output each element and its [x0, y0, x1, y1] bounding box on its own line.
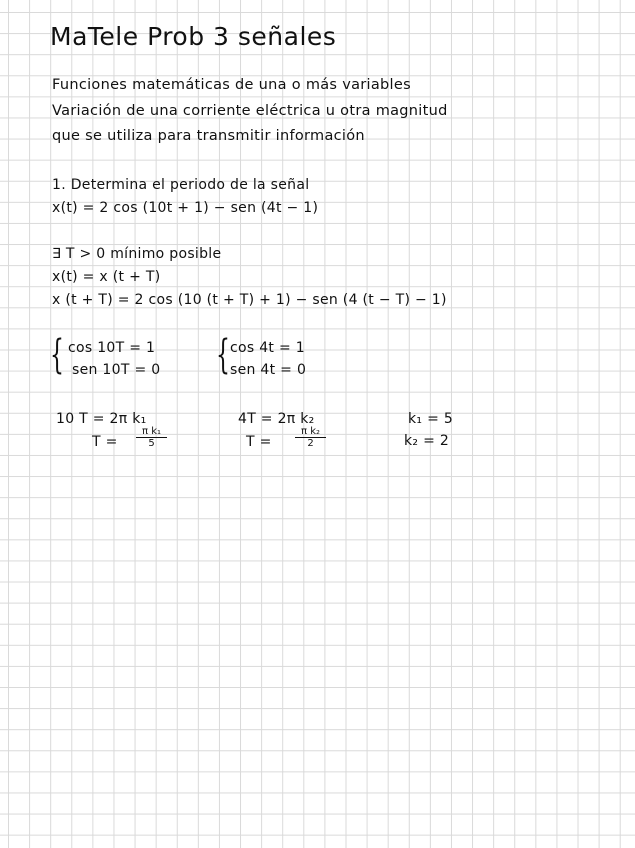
definition-line-3: que se utiliza para transmitir información — [52, 128, 365, 144]
system-2-eq-1: cos 4t = 1 — [230, 340, 305, 356]
existence-condition: ∃ T > 0 mínimo posible — [52, 246, 222, 262]
solve-1-lhs: T = — [92, 434, 118, 450]
solve-2-lhs: T = — [246, 434, 272, 450]
system-1-brace: { — [50, 332, 64, 378]
system-2-brace: { — [216, 332, 230, 378]
definition-line-2: Variación de una corriente eléctrica u otra magnitud — [52, 103, 448, 119]
page-title: MaTele Prob 3 señales — [50, 22, 337, 51]
constant-k2: k₂ = 2 — [404, 433, 450, 449]
expanded-equation: x (t + T) = 2 cos (10 (t + T) + 1) − sen (4 (t − T) − 1) — [52, 292, 447, 308]
system-1-eq-1: cos 10T = 1 — [68, 340, 156, 356]
solve-2-fraction — [299, 426, 322, 449]
solve-1-numerator: π k₁ — [142, 426, 161, 437]
solve-1-fraction — [140, 426, 163, 449]
solve-1-denominator: 5 — [136, 437, 167, 449]
solve-1-equation: 10 T = 2π k₁ — [56, 411, 147, 427]
system-2-eq-2: sen 4t = 0 — [230, 362, 307, 378]
solve-2-numerator: π k₂ — [301, 426, 320, 437]
solve-2-denominator: 2 — [295, 437, 326, 449]
periodicity-condition: x(t) = x (t + T) — [52, 269, 161, 285]
solve-2-equation: 4T = 2π k₂ — [238, 411, 315, 427]
constant-k1: k₁ = 5 — [408, 411, 454, 427]
system-1-eq-2: sen 10T = 0 — [72, 362, 161, 378]
problem-statement: 1. Determina el periodo de la señal — [52, 177, 310, 193]
definition-line-1: Funciones matemáticas de una o más variables — [52, 77, 411, 93]
problem-equation: x(t) = 2 cos (10t + 1) − sen (4t − 1) — [52, 200, 319, 216]
